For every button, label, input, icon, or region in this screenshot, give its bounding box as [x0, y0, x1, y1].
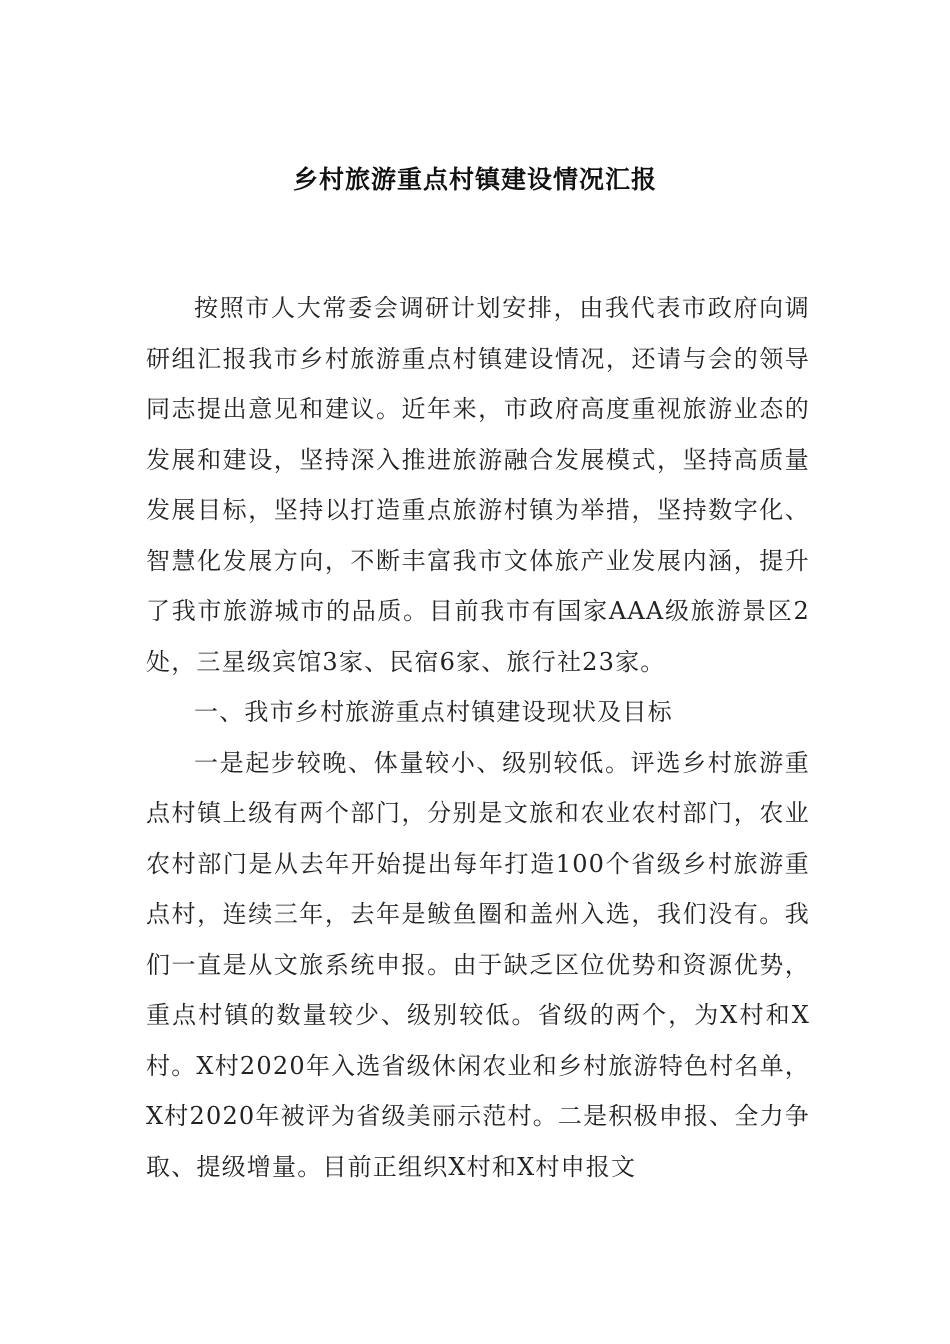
section-heading: 一、我市乡村旅游重点村镇建设现状及目标 — [194, 698, 673, 726]
document-body — [146, 283, 810, 1192]
paragraph-intro: 按照市人大常委会调研计划安排，由我代表市政府向调研组汇报我市乡村旅游重点村镇建设情况，还请与会的领导同志提出意见和建议。近年来，市政府高度重视旅游业态的发展和建设，坚持深入推进旅游融合发展模式，坚持高质量发展目标，坚持以打造重点旅游村镇为举措，坚持数字化、智慧化发展方向，不断丰富我市文体旅产业发展内涵，提升了我市旅游城市的品质。目前我市有国家AAA级旅游景区2处，三星级宾馆3家、民宿6家、旅行社23家。 — [146, 294, 810, 676]
paragraph-status: 一是起步较晚、体量较小、级别较低。评选乡村旅游重点村镇上级有两个部门，分别是文旅和农业农村部门，农业农村部门是从去年开始提出每年打造100个省级乡村旅游重点村，连续三年，去年是鲅鱼圈和盖州入选，我们没有。我们一直是从文旅系统申报。由于缺乏区位优势和资源优势，重点村镇的数量较少、级别较低。省级的两个，为X村和X村。X村2020年入选省级休闲农业和乡村旅游特色村名单，X村2020年被评为省级美丽示范村。二是积极申报、全力争取、提级增量。目前正组织X村和X村申报文 — [146, 748, 810, 1181]
document-title: 乡村旅游重点村镇建设情况汇报 — [292, 165, 657, 194]
